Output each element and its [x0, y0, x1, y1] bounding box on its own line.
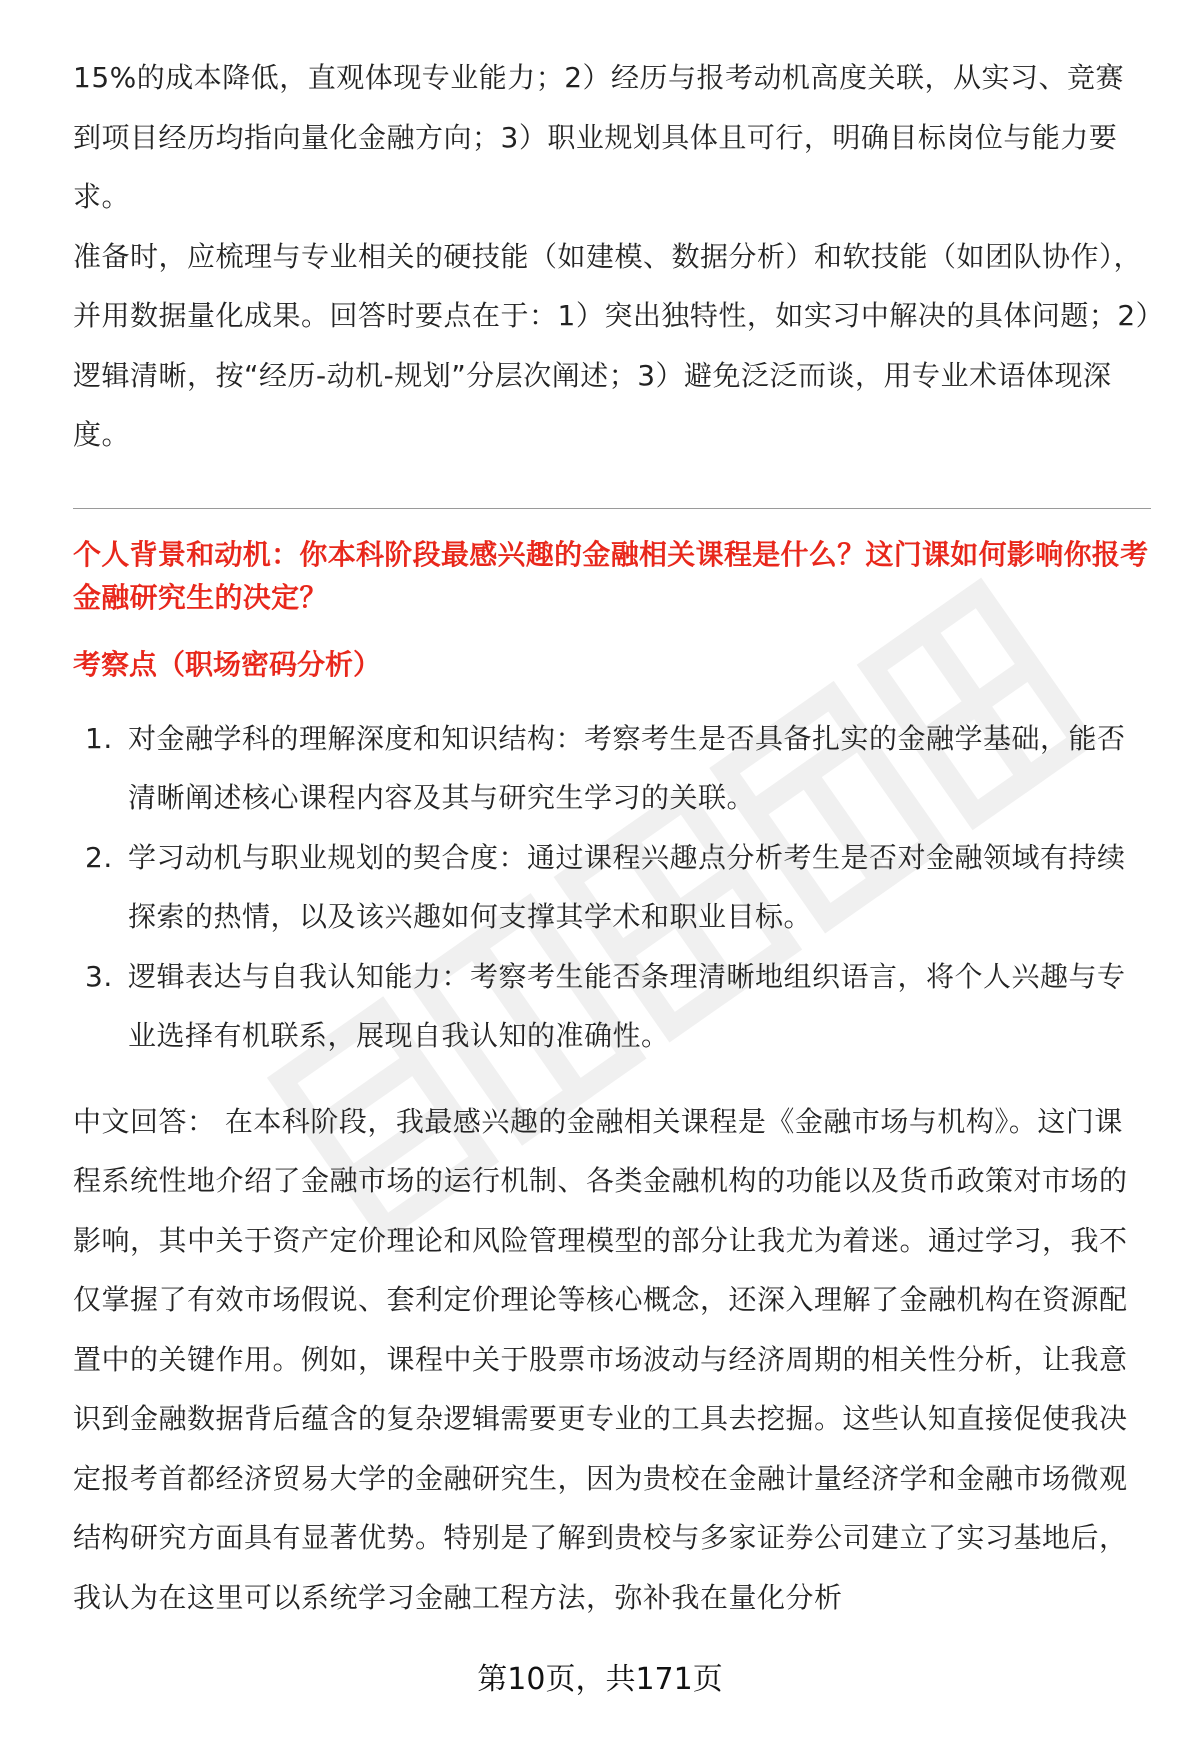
- list-item: [73, 828, 1151, 947]
- question-heading: 个人背景和动机：你本科阶段最感兴趣的金融相关课程是什么？这门课如何影响你报考金融研究生的决定？: [73, 537, 1149, 614]
- list-item-text: 逻辑表达与自我认知能力：考察考生能否条理清晰地组织语言，将个人兴趣与专业选择有机联系，展现自我认知的准确性。: [128, 959, 1126, 1052]
- list-item: [73, 709, 1151, 828]
- list-item-text: 对金融学科的理解深度和知识结构：考察考生是否具备扎实的金融学基础，能否清晰阐述核心课程内容及其与研究生学习的关联。: [128, 721, 1126, 814]
- assessment-points-list: [73, 709, 1151, 1066]
- list-item-text: 学习动机与职业规划的契合度：通过课程兴趣点分析考生是否对金融领域有持续探索的热情，以及该兴趣如何支撑其学术和职业目标。: [128, 840, 1126, 933]
- intro-paragraph-1: 15%的成本降低，直观体现专业能力；2）经历与报考动机高度关联，从实习、竞赛到项目经历均指向量化金融方向；3）职业规划具体且可行，明确目标岗位与能力要求。: [73, 61, 1125, 213]
- intro-paragraph-2: 准备时，应梳理与专业相关的硬技能（如建模、数据分析）和软技能（如团队协作），并用数据量化成果。回答时要点在于：1）突出独特性，如实习中解决的具体问题；2）逻辑清晰，按“经历-动机-规划”分层次阐述；3）避免泛泛而谈，用专业术语体现深度。: [73, 239, 1151, 451]
- page-content: [73, 48, 1151, 1627]
- answer-paragraph: 中文回答： 在本科阶段，我最感兴趣的金融相关课程是《金融市场与机构》。这门课程系统性地介绍了金融市场的运行机制、各类金融机构的功能以及货币政策对市场的影响，其中关于资产定价理论和风险管理模型的部分让我尤为着迷。通过学习，我不仅掌握了有效市场假说、套利定价理论等核心概念，还深入理解了金融机构在资源配置中的关键作用。例如，课程中关于股票市场波动与经济周期的相关性分析，让我意识到金融数据背后蕴含的复杂逻辑需要更专业的工具去挖掘。这些认知直接促使我决定报考首都经济贸易大学的金融研究生，因为贵校在金融计量经济学和金融市场微观结构研究方面具有显著优势。特别是了解到贵校与多家证券公司建立了实习基地后，我认为在这里可以系统学习金融工程方法，弥补我在量化分析: [73, 1104, 1128, 1614]
- page-footer: 第10页，共171页: [477, 1662, 723, 1697]
- section-divider: [73, 508, 1151, 509]
- list-item: [73, 947, 1151, 1066]
- section-title: 考察点（职场密码分析）: [73, 647, 382, 681]
- list-item-number: 1.: [85, 721, 113, 755]
- list-item-number: 3.: [85, 959, 113, 993]
- list-item-number: 2.: [85, 840, 113, 874]
